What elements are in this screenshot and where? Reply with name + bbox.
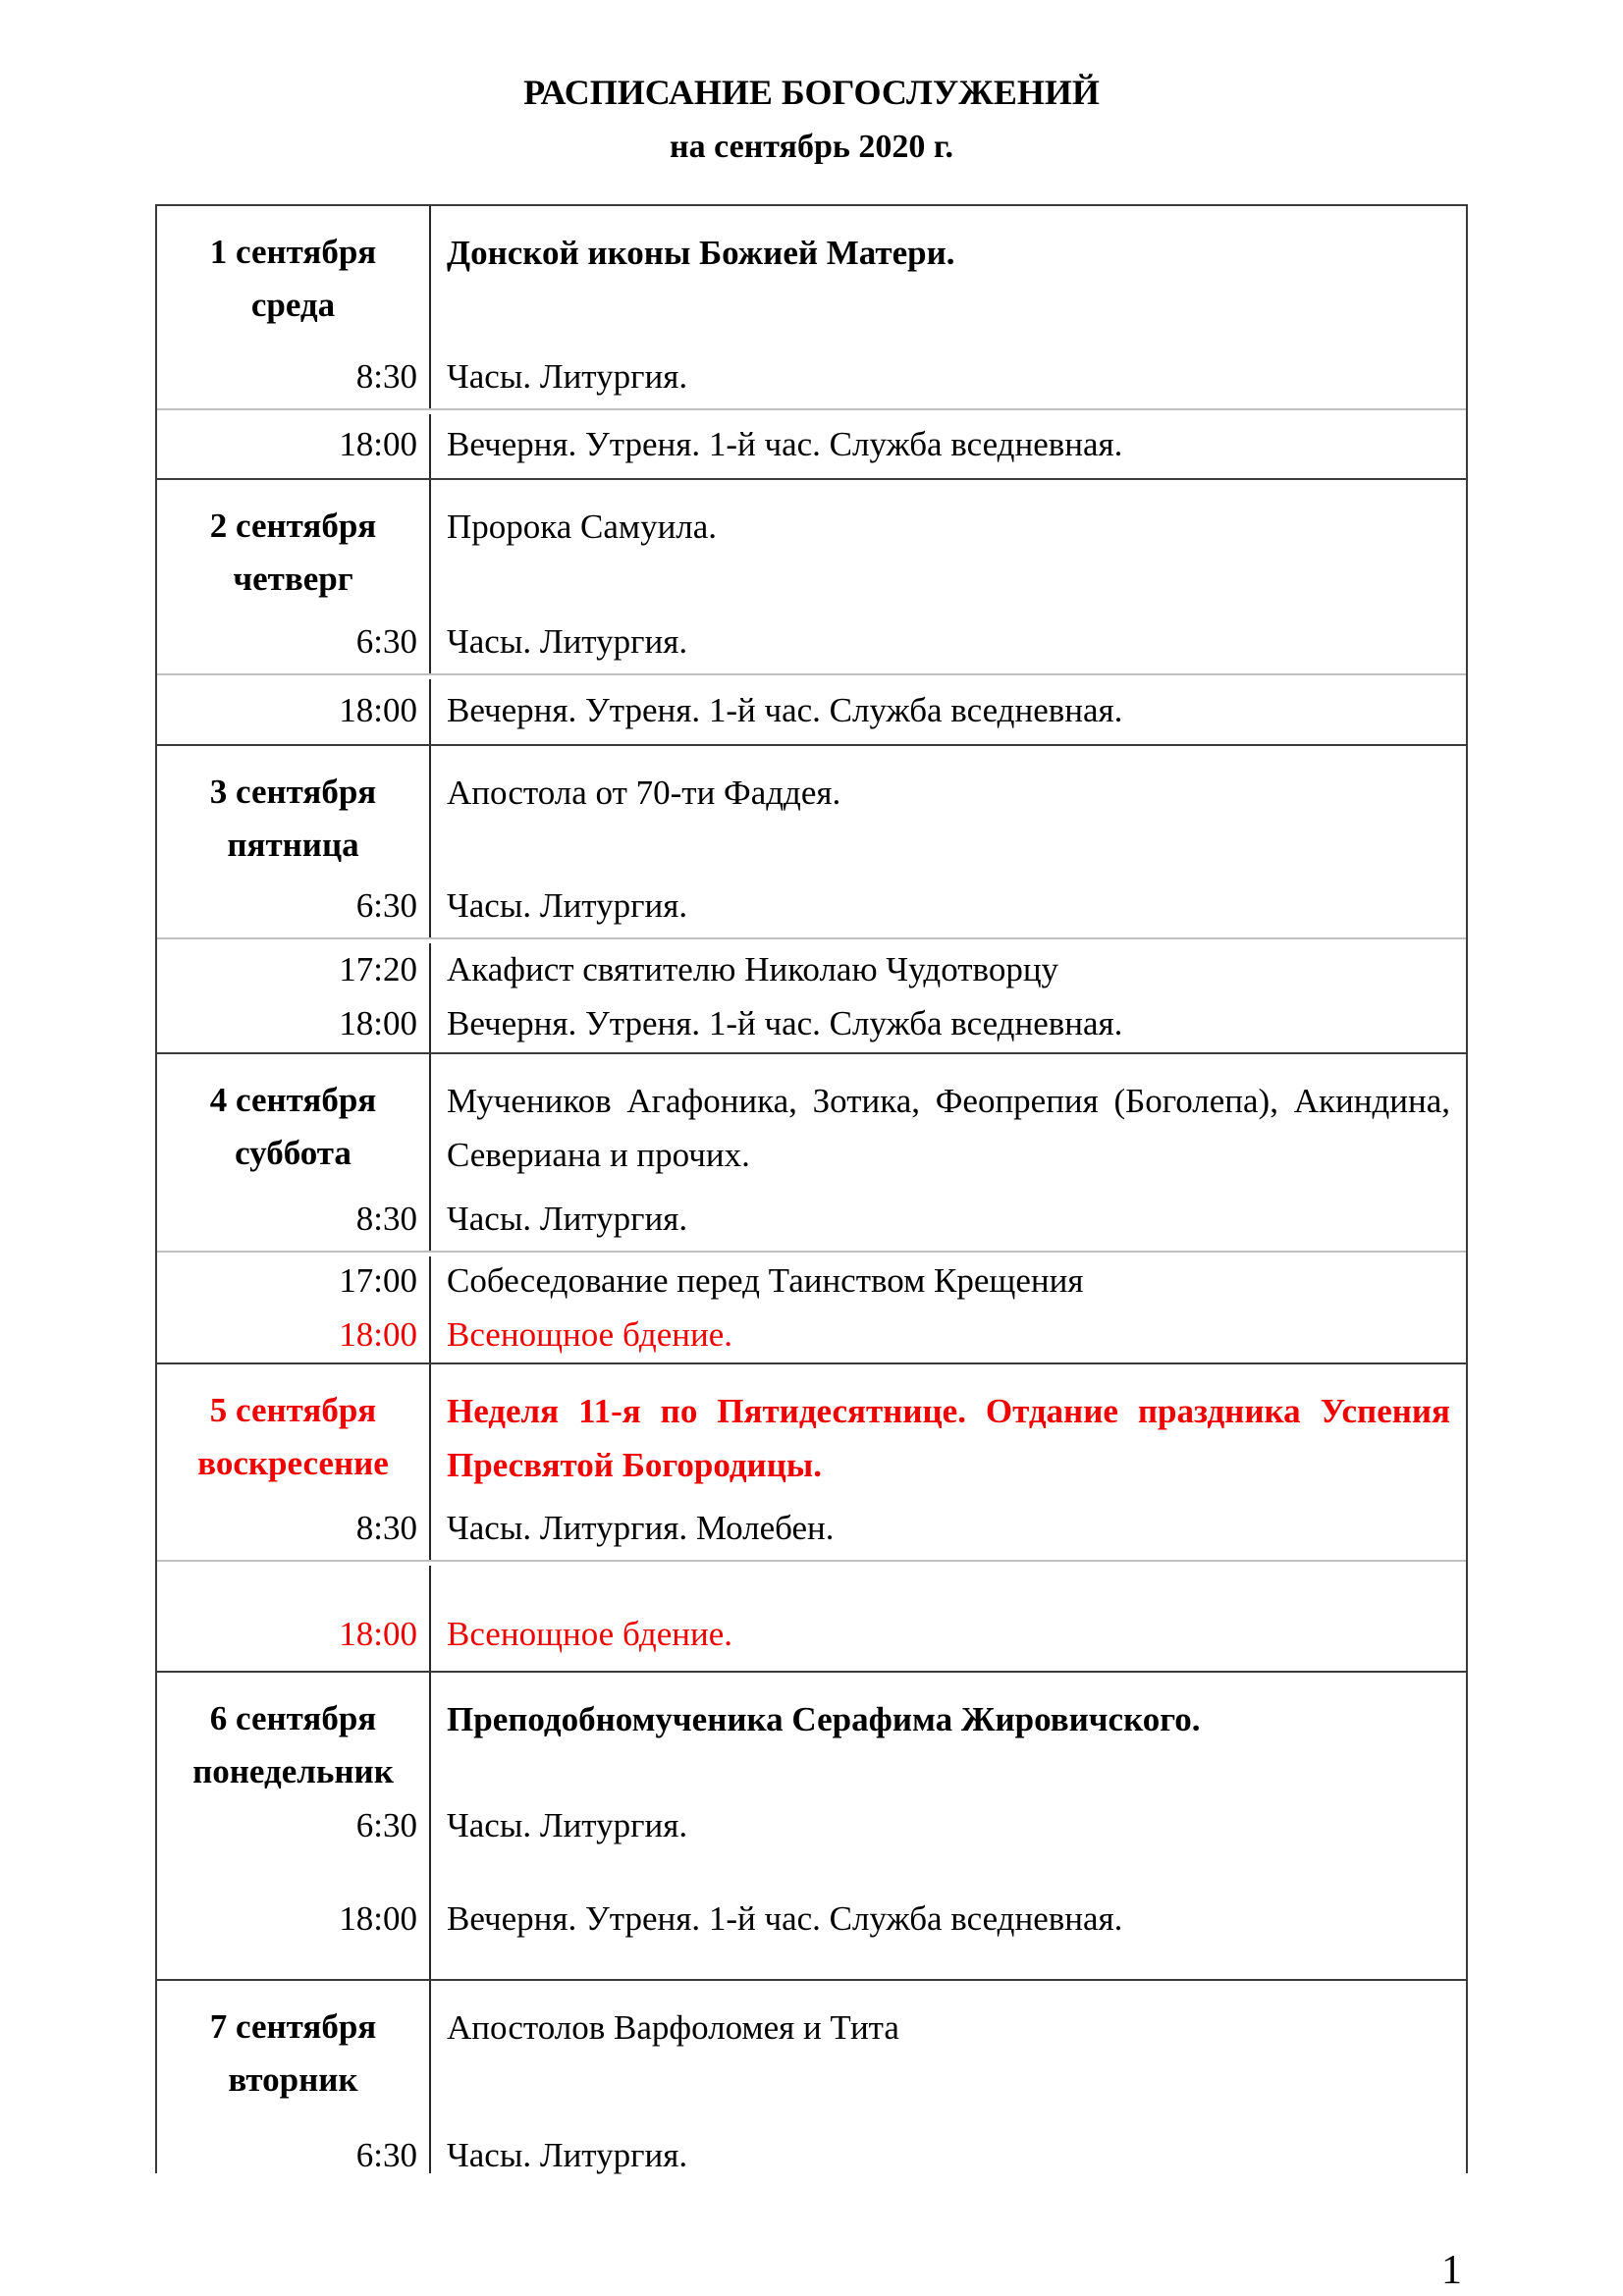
weekday-text: воскресение xyxy=(197,1444,389,1482)
schedule-subrow xyxy=(157,1673,1466,1979)
schedule-subrow xyxy=(157,746,1466,937)
block-header-row xyxy=(157,206,1466,332)
schedule-block xyxy=(157,1673,1466,1981)
date-text: 1 сентября xyxy=(209,233,377,271)
date-cell xyxy=(157,1364,429,1492)
service-lines xyxy=(157,942,1466,1050)
date-cell xyxy=(157,206,429,332)
schedule-block xyxy=(157,1981,1466,2173)
time-value: 17:20 xyxy=(339,949,417,988)
time-value: 8:30 xyxy=(355,1200,417,1238)
page-title: РАСПИСАНИЕ БОГОСЛУЖЕНИЙ xyxy=(523,73,1100,112)
service-text: Собеседование перед Таинством Крещения xyxy=(447,1261,1084,1300)
block-header-row xyxy=(157,1673,1466,1798)
time-value: 6:30 xyxy=(355,622,417,661)
schedule-block xyxy=(157,746,1466,1054)
time-value: 6:30 xyxy=(355,886,417,925)
service-lines xyxy=(157,879,1466,937)
schedule-subrow xyxy=(157,1251,1466,1362)
service-line xyxy=(157,879,1466,933)
service-line xyxy=(157,1892,1466,1946)
service-line xyxy=(157,417,1466,471)
column-divider xyxy=(429,1256,431,1362)
service-lines xyxy=(157,1254,1466,1362)
block-header-row xyxy=(157,1054,1466,1182)
service-line xyxy=(157,1607,1466,1661)
column-divider xyxy=(429,1673,431,1979)
column-divider xyxy=(429,1566,431,1671)
service-text: Часы. Литургия. xyxy=(447,1200,688,1238)
weekday-text: суббота xyxy=(235,1134,352,1172)
block-header-row xyxy=(157,1364,1466,1492)
column-divider xyxy=(429,206,431,408)
service-text: Часы. Литургия. Молебен. xyxy=(447,1509,835,1547)
column-divider xyxy=(429,414,431,478)
service-lines xyxy=(157,1192,1466,1251)
time-value: 18:00 xyxy=(339,1315,417,1354)
schedule-block xyxy=(157,206,1466,480)
schedule-subrow xyxy=(157,480,1466,673)
time-value: 18:00 xyxy=(339,425,417,463)
service-text: Всенощное бдение. xyxy=(447,1615,732,1653)
feast-text: Преподобномученика Серафима Жировичского. xyxy=(447,1700,1201,1738)
date-text: 7 сентября xyxy=(209,2007,377,2046)
schedule-subrow xyxy=(157,408,1466,478)
service-lines xyxy=(157,683,1466,737)
column-divider xyxy=(429,1364,431,1560)
service-lines xyxy=(157,2107,1466,2182)
weekday-text: понедельник xyxy=(192,1752,394,1790)
service-text: Часы. Литургия. xyxy=(447,622,688,661)
time-value: 8:30 xyxy=(355,1509,417,1547)
date-text: 2 сентября xyxy=(209,507,377,545)
service-text: Всенощное бдение. xyxy=(447,1315,732,1354)
block-header-row xyxy=(157,480,1466,606)
date-cell xyxy=(157,1673,429,1798)
schedule-subrow xyxy=(157,937,1466,1052)
service-line xyxy=(157,1192,1466,1246)
service-text: Часы. Литургия. xyxy=(447,1806,688,1844)
service-line xyxy=(157,1308,1466,1362)
feast-text: Донской иконы Божией Матери. xyxy=(447,234,955,272)
feast-text: Апостолов Варфоломея и Тита xyxy=(447,2008,899,2047)
date-text: 3 сентября xyxy=(209,773,377,811)
time-value: 18:00 xyxy=(339,690,417,729)
block-header-row xyxy=(157,746,1466,872)
date-text: 5 сентября xyxy=(209,1391,377,1429)
feast-text: Апостола от 70-ти Фаддея. xyxy=(447,774,841,812)
time-value: 18:00 xyxy=(339,1615,417,1653)
schedule-subrow xyxy=(157,1981,1466,2173)
weekday-text: вторник xyxy=(228,2060,358,2099)
feast-text: Мучеников Агафоника, Зотика, Феопрепия (Боголепа), Акиндина, Севериана и прочих. xyxy=(447,1082,1450,1174)
service-line xyxy=(157,1501,1466,1555)
service-text: Вечерня. Утреня. 1-й час. Служба вседневная. xyxy=(447,690,1123,729)
service-lines xyxy=(157,1501,1466,1560)
column-divider xyxy=(429,1054,431,1251)
service-text: Вечерня. Утреня. 1-й час. Служба вседневная. xyxy=(447,425,1123,463)
service-text: Часы. Литургия. xyxy=(447,2136,688,2174)
time-value: 17:00 xyxy=(339,1261,417,1300)
service-line xyxy=(157,2128,1466,2182)
feast-text: Неделя 11-я по Пятидесятнице. Отдание праздника Успения Пресвятой Богородицы. xyxy=(447,1392,1450,1484)
schedule-table xyxy=(155,204,1468,2173)
column-divider xyxy=(429,679,431,744)
service-lines xyxy=(157,1798,1466,1946)
service-line xyxy=(157,996,1466,1050)
service-line xyxy=(157,349,1466,403)
service-text: Акафист святителю Николаю Чудотворцу xyxy=(447,949,1059,988)
weekday-text: среда xyxy=(250,286,336,324)
service-lines xyxy=(157,349,1466,408)
service-text: Вечерня. Утреня. 1-й час. Служба вседневная. xyxy=(447,1899,1123,1938)
service-text: Часы. Литургия. xyxy=(447,886,688,925)
column-divider xyxy=(429,943,431,1052)
time-value: 18:00 xyxy=(339,1003,417,1042)
page-subtitle: на сентябрь 2020 г. xyxy=(670,129,953,165)
date-cell xyxy=(157,480,429,606)
date-cell xyxy=(157,746,429,872)
service-line xyxy=(157,942,1466,996)
weekday-text: четверг xyxy=(233,560,353,598)
service-line xyxy=(157,683,1466,737)
service-line xyxy=(157,1798,1466,1852)
date-cell xyxy=(157,1981,429,2107)
service-text: Вечерня. Утреня. 1-й час. Служба вседневная. xyxy=(447,1003,1123,1042)
service-text: Часы. Литургия. xyxy=(447,357,688,396)
column-divider xyxy=(429,746,431,937)
column-divider xyxy=(429,1981,431,2173)
time-value: 8:30 xyxy=(355,357,417,396)
feast-text: Пророка Самуила. xyxy=(447,507,718,546)
schedule-subrow xyxy=(157,1364,1466,1560)
date-cell xyxy=(157,1054,429,1182)
schedule-block xyxy=(157,1054,1466,1364)
time-value: 6:30 xyxy=(355,2136,417,2174)
service-lines xyxy=(157,614,1466,673)
service-line xyxy=(157,614,1466,668)
service-line xyxy=(157,1254,1466,1308)
schedule-subrow xyxy=(157,1054,1466,1251)
date-text: 6 сентября xyxy=(209,1699,377,1737)
schedule-block xyxy=(157,480,1466,746)
time-value: 6:30 xyxy=(355,1806,417,1844)
schedule-subrow xyxy=(157,1560,1466,1671)
weekday-text: пятница xyxy=(227,826,359,864)
time-value: 18:00 xyxy=(339,1899,417,1938)
column-divider xyxy=(429,480,431,673)
schedule-subrow xyxy=(157,206,1466,408)
service-lines xyxy=(157,1607,1466,1671)
page-number: 1 xyxy=(1441,2248,1462,2293)
document-header xyxy=(0,69,1623,171)
service-lines xyxy=(157,417,1466,471)
date-text: 4 сентября xyxy=(209,1081,377,1119)
block-header-row xyxy=(157,1981,1466,2107)
schedule-block xyxy=(157,1364,1466,1673)
schedule-subrow xyxy=(157,673,1466,744)
